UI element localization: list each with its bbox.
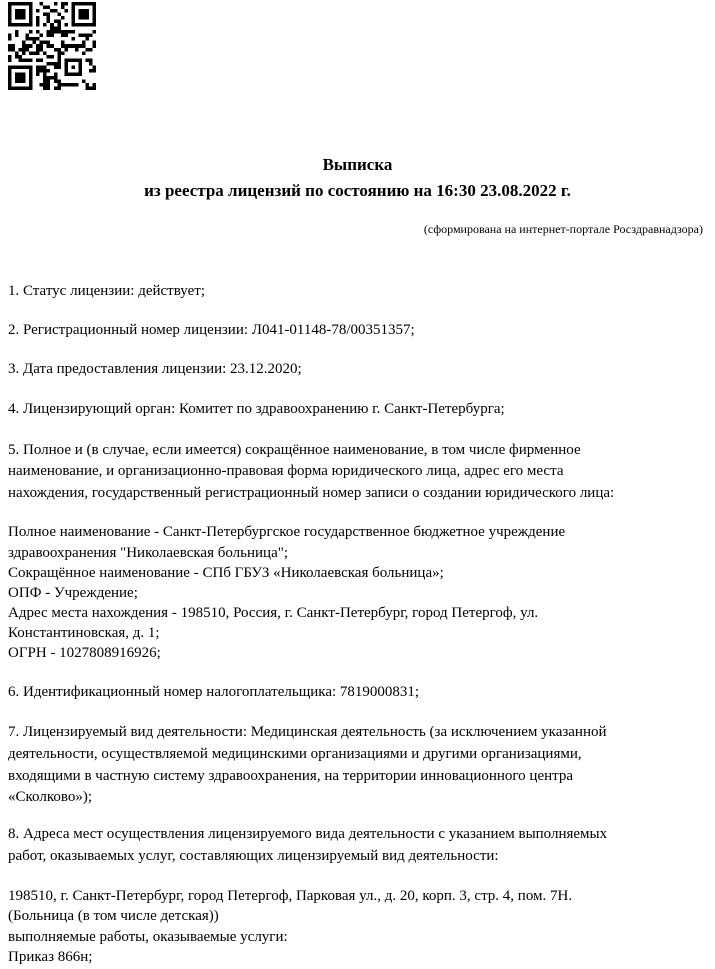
activity-address-type: (Больница (в том числе детская)) <box>8 908 219 924</box>
activity-line: 7. Лицензируемый вид деятельности: Медицинская деятельность (за исключением указанной <box>8 724 607 740</box>
license-date: 3. Дата предоставления лицензии: 23.12.2020; <box>8 361 302 377</box>
activity-line: деятельности, осуществляемой медицинскими организациями и другими организациями, <box>8 746 582 762</box>
org-short-name: Сокращённое наименование - СПб ГБУЗ «Николаевская больница»; <box>8 565 444 581</box>
addresses-heading-line: 8. Адреса мест осуществления лицензируемого вида деятельности с указанием выполняемых <box>8 826 608 842</box>
org-full-name: Полное наименование - Санкт-Петербургское государственное бюджетное учреждение <box>8 524 566 540</box>
activity-address: 198510, г. Санкт-Петербург, город Петергоф, Парковая ул., д. 20, корп. 3, стр. 4, пом. 7Н. <box>8 888 573 904</box>
portal-note: (сформирована на интернет-портале Росздравнадзора) <box>423 222 703 236</box>
org-ogrn: ОГРН - 1027808916926; <box>8 645 161 661</box>
name-heading-line: 5. Полное и (в случае, если имеется) сокращённое наименование, в том числе фирменное <box>8 442 581 458</box>
addresses-heading-line: работ, оказываемых услуг, составляющих лицензируемый вид деятельности: <box>8 848 499 864</box>
license-reg-number: 2. Регистрационный номер лицензии: Л041-01148-78/00351357; <box>8 322 415 338</box>
activity-line: «Сколково»); <box>8 789 92 805</box>
document-subtitle: из реестра лицензий по состоянию на 16:30 23.08.2022 г. <box>144 181 571 200</box>
license-status: 1. Статус лицензии: действует; <box>8 283 205 299</box>
org-address-cont: Константиновская, д. 1; <box>8 625 160 641</box>
name-heading-line: нахождения, государственный регистрационный номер записи о создании юридического лица: <box>8 485 615 501</box>
licensing-authority: 4. Лицензирующий орган: Комитет по здравоохранению г. Санкт-Петербурга; <box>8 401 505 417</box>
inn: 6. Идентификационный номер налогоплательщика: 7819000831; <box>8 684 420 700</box>
services-label: выполняемые работы, оказываемые услуги: <box>8 929 288 945</box>
org-address: Адрес места нахождения - 198510, Россия, г. Санкт-Петербург, город Петергоф, ул. <box>8 605 539 621</box>
org-opf: ОПФ - Учреждение; <box>8 585 138 601</box>
services-order: Приказ 866н; <box>8 949 93 965</box>
document-title: Выписка <box>322 155 393 174</box>
activity-line: входящими в частную систему здравоохранения, на территории инновационного центра <box>8 768 574 784</box>
qr-code-icon <box>8 2 96 90</box>
name-heading-line: наименование, и организационно-правовая форма юридического лица, адрес его места <box>8 463 564 479</box>
org-full-name-cont: здравоохранения "Николаевская больница"; <box>8 545 289 561</box>
